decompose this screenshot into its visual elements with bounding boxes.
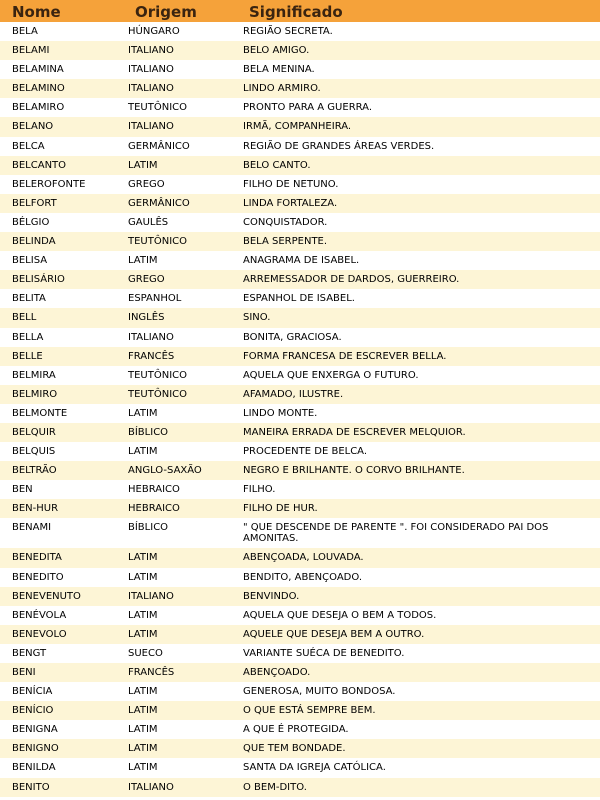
cell-significado: A QUE É PROTEGIDA. xyxy=(243,724,349,736)
cell-significado: ABENÇOADA, LOUVADA. xyxy=(243,552,364,564)
cell-origem: LATIM xyxy=(128,686,158,698)
table-row xyxy=(0,778,600,797)
table-row xyxy=(0,587,600,606)
table-row xyxy=(0,499,600,518)
cell-nome: BELAMI xyxy=(12,45,50,57)
cell-origem: ITALIANO xyxy=(128,45,174,57)
cell-origem: LATIM xyxy=(128,743,158,755)
cell-significado: PRONTO PARA A GUERRA. xyxy=(243,102,373,114)
table-row xyxy=(0,682,600,701)
cell-origem: HEBRAICO xyxy=(128,484,180,496)
cell-significado: BENDITO, ABENÇOADO. xyxy=(243,571,363,583)
table-header xyxy=(0,0,600,22)
table-row xyxy=(0,194,600,213)
cell-nome: BENÍCIA xyxy=(12,686,53,698)
cell-origem: TEUTÔNICO xyxy=(128,369,188,381)
table-row xyxy=(0,644,600,663)
table-row xyxy=(0,270,600,289)
cell-nome: BENI xyxy=(12,667,36,678)
cell-nome: BENEVENUTO xyxy=(12,590,81,602)
cell-origem: GAULÊS xyxy=(128,216,169,228)
cell-nome: BELMIRO xyxy=(12,388,58,400)
cell-nome: BENEDITA xyxy=(12,552,62,564)
cell-significado: ARREMESSADOR DE DARDOS, GUERREIRO. xyxy=(243,274,460,286)
cell-origem: ITALIANO xyxy=(128,83,174,95)
cell-origem: ITALIANO xyxy=(128,121,174,133)
table-row xyxy=(0,117,600,136)
cell-nome: BENIGNA xyxy=(12,724,58,736)
cell-origem: TEUTÔNICO xyxy=(128,102,188,114)
cell-nome: BELAMINA xyxy=(12,64,64,76)
cell-nome: BENITO xyxy=(12,781,50,793)
header-origem: Origem xyxy=(135,3,197,21)
table-row xyxy=(0,60,600,79)
cell-significado: LINDO MONTE. xyxy=(243,407,318,419)
cell-nome: BELQUIR xyxy=(12,426,56,438)
table-row xyxy=(0,79,600,98)
table-row xyxy=(0,701,600,720)
table-row xyxy=(0,347,600,366)
cell-significado: BONITA, GRACIOSA. xyxy=(243,331,342,343)
table-row xyxy=(0,720,600,739)
cell-nome: BELLE xyxy=(12,350,43,362)
cell-significado: O BEM-DITO. xyxy=(243,781,307,793)
cell-nome: BELISA xyxy=(12,255,48,267)
cell-nome: BELA xyxy=(12,26,38,37)
cell-significado: AFAMADO, ILUSTRE. xyxy=(243,388,344,400)
cell-nome: BELANO xyxy=(12,121,54,133)
cell-nome: BELEROFONTE xyxy=(12,178,86,190)
cell-origem: SUECO xyxy=(128,647,163,659)
cell-significado: SANTA DA IGREJA CATÓLICA. xyxy=(243,762,386,774)
cell-origem: TEUTÔNICO xyxy=(128,236,188,248)
cell-significado: ANAGRAMA DE ISABEL. xyxy=(243,255,360,267)
cell-significado: ESPANHOL DE ISABEL. xyxy=(243,293,355,305)
table-row xyxy=(0,518,600,548)
cell-origem: GERMÂNICO xyxy=(128,197,190,209)
cell-significado: " QUE DESCENDE DE PARENTE ". FOI CONSIDERADO PAI DOS AMONITAS. xyxy=(243,522,549,545)
cell-significado: BELO AMIGO. xyxy=(243,45,310,57)
table-body xyxy=(0,22,600,797)
cell-origem: LATIM xyxy=(128,255,158,267)
cell-origem: LATIM xyxy=(128,724,158,736)
cell-significado: FORMA FRANCESA DE ESCREVER BELLA. xyxy=(243,350,447,362)
cell-significado: MANEIRA ERRADA DE ESCREVER MELQUIOR. xyxy=(243,426,466,438)
cell-nome: BENÍCIO xyxy=(12,705,54,717)
cell-nome: BENGT xyxy=(12,647,47,659)
cell-nome: BELMONTE xyxy=(12,407,68,419)
cell-nome: BENEDITO xyxy=(12,571,64,583)
cell-origem: ITALIANO xyxy=(128,781,174,793)
cell-origem: FRANCÊS xyxy=(128,350,175,362)
table-row xyxy=(0,22,600,41)
cell-origem: GREGO xyxy=(128,274,165,286)
cell-nome: BELMIRA xyxy=(12,369,56,381)
cell-significado: BELA MENINA. xyxy=(243,64,315,76)
cell-origem: LATIM xyxy=(128,609,158,621)
cell-origem: ESPANHOL xyxy=(128,293,182,305)
cell-significado: FILHO. xyxy=(243,484,276,496)
cell-nome: BELAMIRO xyxy=(12,102,65,114)
cell-nome: BELISÁRIO xyxy=(12,274,65,286)
cell-origem: LATIM xyxy=(128,628,158,640)
cell-significado: BENVINDO. xyxy=(243,590,300,602)
header-significado: Significado xyxy=(249,3,343,21)
table-row xyxy=(0,328,600,347)
table-row xyxy=(0,137,600,156)
cell-nome: BENAMI xyxy=(12,522,52,534)
cell-origem: FRANCÊS xyxy=(128,667,175,678)
cell-origem: HÚNGARO xyxy=(128,26,180,37)
cell-nome: BENILDA xyxy=(12,762,56,774)
table-row xyxy=(0,625,600,644)
cell-nome: BENIGNO xyxy=(12,743,59,755)
cell-significado: NEGRO E BRILHANTE. O CORVO BRILHANTE. xyxy=(243,465,465,477)
table-row xyxy=(0,251,600,270)
table-row xyxy=(0,289,600,308)
cell-significado: AQUELA QUE DESEJA O BEM A TODOS. xyxy=(243,609,437,621)
cell-origem: LATIM xyxy=(128,762,158,774)
table-row xyxy=(0,385,600,404)
cell-origem: BÍBLICO xyxy=(128,522,169,534)
cell-nome: BELCANTO xyxy=(12,159,67,171)
table-row xyxy=(0,404,600,423)
cell-origem: LATIM xyxy=(128,446,158,458)
cell-nome: BEN xyxy=(12,484,33,496)
cell-origem: LATIM xyxy=(128,159,158,171)
cell-origem: ITALIANO xyxy=(128,64,174,76)
table-row xyxy=(0,156,600,175)
table-row xyxy=(0,232,600,251)
cell-origem: LATIM xyxy=(128,407,158,419)
cell-significado: PROCEDENTE DE BELCA. xyxy=(243,446,368,458)
cell-significado: GENEROSA, MUITO BONDOSA. xyxy=(243,686,396,698)
header-nome: Nome xyxy=(12,3,61,21)
table-row xyxy=(0,739,600,758)
cell-origem: ITALIANO xyxy=(128,331,174,343)
cell-significado: LINDA FORTALEZA. xyxy=(243,197,338,209)
cell-nome: BELCA xyxy=(12,140,45,152)
cell-nome: BELLA xyxy=(12,331,44,343)
cell-nome: BENÉVOLA xyxy=(12,609,67,621)
cell-nome: BELL xyxy=(12,312,37,324)
cell-nome: BEN-HUR xyxy=(12,503,59,515)
cell-origem: GERMÂNICO xyxy=(128,140,190,152)
cell-nome: BELITA xyxy=(12,293,46,305)
cell-origem: INGLÊS xyxy=(128,312,165,324)
cell-significado: SINO. xyxy=(243,312,271,324)
cell-significado: BELA SERPENTE. xyxy=(243,236,328,248)
cell-significado: BELO CANTO. xyxy=(243,159,311,171)
cell-origem: BÍBLICO xyxy=(128,426,169,438)
cell-significado: IRMÃ, COMPANHEIRA. xyxy=(243,121,352,133)
cell-significado: FILHO DE NETUNO. xyxy=(243,178,339,190)
cell-nome: BELINDA xyxy=(12,236,56,248)
cell-significado: QUE TEM BONDADE. xyxy=(243,743,346,755)
cell-significado: CONQUISTADOR. xyxy=(243,216,328,228)
cell-origem: HEBRAICO xyxy=(128,503,180,515)
table-row xyxy=(0,423,600,442)
table-row xyxy=(0,606,600,625)
table-row xyxy=(0,758,600,777)
cell-significado: VARIANTE SUÉCA DE BENEDITO. xyxy=(243,647,405,659)
cell-significado: O QUE ESTÁ SEMPRE BEM. xyxy=(243,705,376,717)
cell-origem: GREGO xyxy=(128,178,165,190)
cell-significado: FILHO DE HUR. xyxy=(243,503,318,515)
cell-nome: BELTRÃO xyxy=(12,465,57,477)
table-row xyxy=(0,568,600,587)
cell-origem: ITALIANO xyxy=(128,590,174,602)
table-row xyxy=(0,442,600,461)
cell-nome: BELAMINO xyxy=(12,83,65,95)
cell-origem: ANGLO-SAXÃO xyxy=(128,465,202,477)
cell-nome: BENEVOLO xyxy=(12,628,67,640)
table-row xyxy=(0,98,600,117)
cell-significado: AQUELA QUE ENXERGA O FUTURO. xyxy=(243,369,419,381)
table-row xyxy=(0,41,600,60)
cell-significado: REGIÃO DE GRANDES ÁREAS VERDES. xyxy=(243,140,435,152)
table-row xyxy=(0,480,600,499)
table-row xyxy=(0,175,600,194)
cell-nome: BELQUIS xyxy=(12,446,56,458)
table-row xyxy=(0,213,600,232)
cell-significado: ABENÇOADO. xyxy=(243,667,311,678)
cell-significado: REGIÃO SECRETA. xyxy=(243,26,333,37)
table-row xyxy=(0,461,600,480)
table-row xyxy=(0,663,600,682)
cell-significado: AQUELE QUE DESEJA BEM A OUTRO. xyxy=(243,628,425,640)
cell-origem: LATIM xyxy=(128,705,158,717)
table-row xyxy=(0,366,600,385)
cell-significado: LINDO ARMIRO. xyxy=(243,83,321,95)
cell-origem: LATIM xyxy=(128,571,158,583)
cell-origem: LATIM xyxy=(128,552,158,564)
table-row xyxy=(0,548,600,567)
table-row xyxy=(0,308,600,327)
cell-nome: BÉLGIO xyxy=(12,216,50,228)
cell-origem: TEUTÔNICO xyxy=(128,388,188,400)
cell-nome: BELFORT xyxy=(12,197,57,209)
